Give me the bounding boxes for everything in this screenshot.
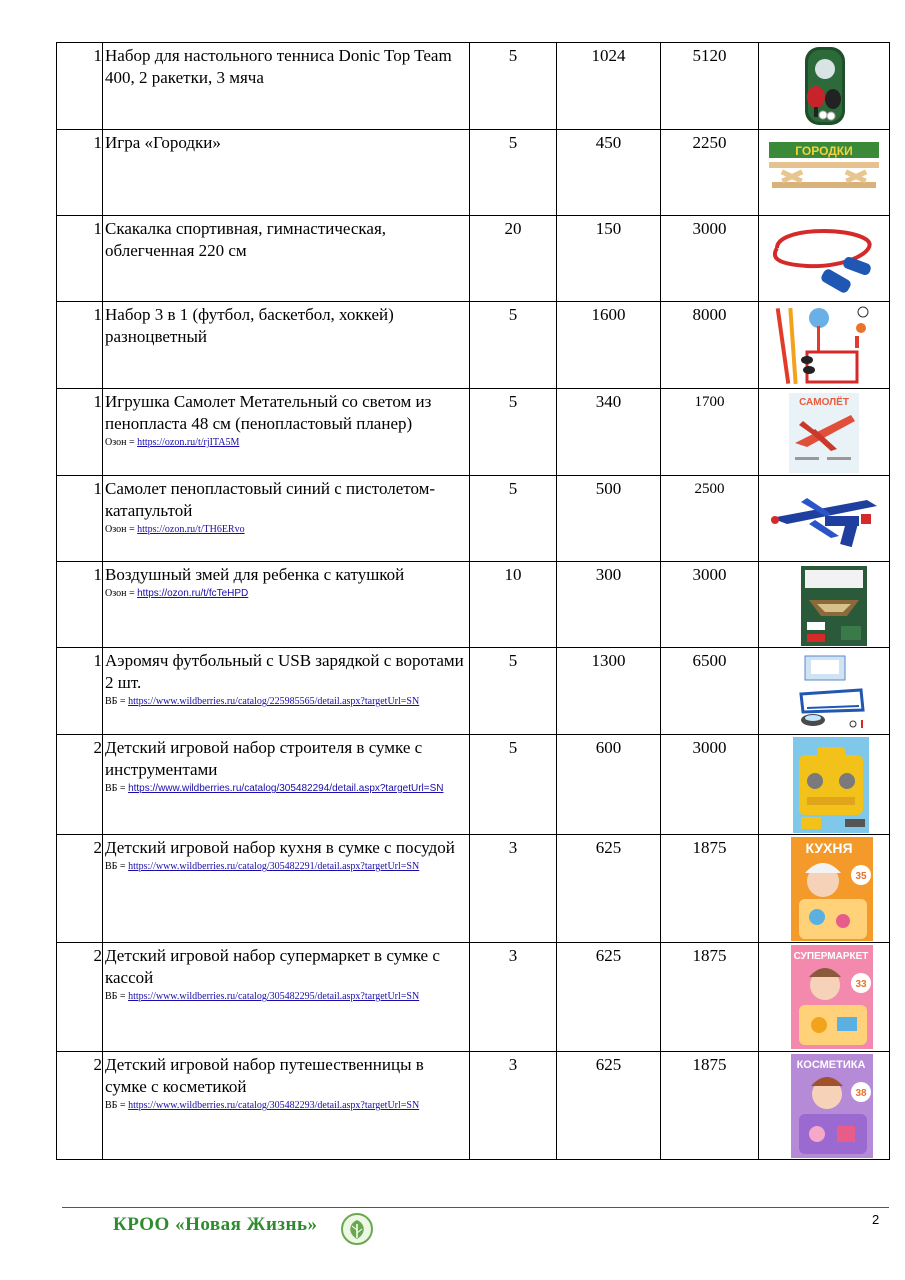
- kitchen-logo-text: КУХНЯ: [805, 840, 853, 856]
- row-number: 1: [57, 562, 103, 648]
- item-link-line: [105, 695, 467, 708]
- item-image-cell: [759, 562, 890, 648]
- footer-divider: [62, 1207, 889, 1208]
- item-name: Аэромяч футбольный с USB зарядкой с воротами 2 шт.: [105, 651, 464, 692]
- kitchen-set-icon: [767, 837, 881, 941]
- item-qty: 5: [470, 476, 557, 562]
- page-number: 2: [872, 1212, 880, 1227]
- item-qty: 5: [470, 43, 557, 130]
- item-name-cell: [103, 216, 470, 302]
- item-link[interactable]: https://www.wildberries.ru/catalog/305482294/detail.aspx?targetUrl=SN: [128, 783, 444, 794]
- row-number: 2: [57, 943, 103, 1052]
- item-qty: 5: [470, 389, 557, 476]
- builder-set-icon: [767, 737, 881, 833]
- item-link-line: [105, 1099, 467, 1112]
- item-qty: 3: [470, 835, 557, 943]
- item-sum: 1875: [661, 1052, 759, 1160]
- item-link-line: [105, 436, 467, 449]
- item-price: 1300: [557, 648, 661, 735]
- row-number: 1: [57, 130, 103, 216]
- item-link[interactable]: https://ozon.ru/t/fcTeHPD: [137, 588, 249, 599]
- item-link-line: [105, 990, 467, 1003]
- item-link-line: [105, 587, 467, 600]
- item-sum: 3000: [661, 562, 759, 648]
- item-link[interactable]: https://ozon.ru/t/TH6ERvo: [137, 524, 245, 535]
- item-link[interactable]: https://www.wildberries.ru/catalog/305482293/detail.aspx?targetUrl=SN: [128, 1100, 420, 1111]
- item-link[interactable]: https://ozon.ru/t/rjITA5M: [137, 437, 240, 448]
- table-row: [57, 130, 890, 216]
- sport-set-3in1-icon: [767, 304, 881, 386]
- item-qty: 5: [470, 735, 557, 835]
- item-price: 300: [557, 562, 661, 648]
- kite-icon: [767, 564, 881, 646]
- footer-organization: КРОО «Новая Жизнь»: [113, 1214, 318, 1235]
- item-qty: 3: [470, 943, 557, 1052]
- table-row: [57, 43, 890, 130]
- item-sum: 2500: [661, 476, 759, 562]
- row-number: 1: [57, 648, 103, 735]
- item-name-cell: [103, 476, 470, 562]
- row-number: 1: [57, 43, 103, 130]
- item-name: Детский игровой набор путешественницы в сумке с косметикой: [105, 1055, 424, 1096]
- table-row: [57, 216, 890, 302]
- item-price: 1024: [557, 43, 661, 130]
- item-price: 150: [557, 216, 661, 302]
- item-image-cell: [759, 216, 890, 302]
- item-link-line: [105, 860, 467, 873]
- item-name-cell: [103, 562, 470, 648]
- link-label: Озон =: [105, 437, 138, 448]
- item-sum: 3000: [661, 216, 759, 302]
- item-image-cell: [759, 130, 890, 216]
- row-number: 2: [57, 835, 103, 943]
- item-name: Детский игровой набор супермаркет в сумке с кассой: [105, 946, 440, 987]
- item-link-line: [105, 782, 467, 795]
- row-number: 1: [57, 302, 103, 389]
- supermarket-set-icon: [767, 945, 881, 1049]
- item-qty: 5: [470, 648, 557, 735]
- table-row: [57, 648, 890, 735]
- table-tennis-set-icon: [767, 45, 881, 127]
- item-link[interactable]: https://www.wildberries.ru/catalog/305482295/detail.aspx?targetUrl=SN: [128, 991, 420, 1002]
- table-row: [57, 562, 890, 648]
- link-label: Озон =: [105, 588, 138, 599]
- cosmetics-logo-text: КОСМЕТИКА: [796, 1059, 866, 1071]
- item-price: 500: [557, 476, 661, 562]
- cosmetics-set-icon: [767, 1054, 881, 1158]
- item-sum: 3000: [661, 735, 759, 835]
- item-qty: 3: [470, 1052, 557, 1160]
- item-sum: 5120: [661, 43, 759, 130]
- item-qty: 10: [470, 562, 557, 648]
- item-name-cell: [103, 43, 470, 130]
- cosmetics-count-badge: 38: [855, 1088, 867, 1099]
- glider-logo-text: САМОЛЁТ: [799, 397, 849, 408]
- row-number: 1: [57, 476, 103, 562]
- row-number: 2: [57, 1052, 103, 1160]
- item-name-cell: [103, 389, 470, 476]
- item-image-cell: [759, 943, 890, 1052]
- item-name: Детский игровой набор строителя в сумке с инструментами: [105, 738, 423, 779]
- item-image-cell: [759, 735, 890, 835]
- air-ball-goals-icon: [767, 650, 881, 732]
- item-name-cell: [103, 302, 470, 389]
- item-image-cell: [759, 389, 890, 476]
- link-label: ВБ =: [105, 696, 129, 707]
- item-name: Воздушный змей для ребенка с катушкой: [105, 565, 405, 584]
- item-name-cell: [103, 735, 470, 835]
- table-row: [57, 943, 890, 1052]
- item-image-cell: [759, 648, 890, 735]
- item-price: 450: [557, 130, 661, 216]
- table-row: [57, 835, 890, 943]
- item-link-line: [105, 523, 467, 536]
- link-label: ВБ =: [105, 1100, 129, 1111]
- leaf-logo-icon: [340, 1212, 374, 1246]
- item-price: 600: [557, 735, 661, 835]
- link-label: ВБ =: [105, 991, 129, 1002]
- item-image-cell: [759, 1052, 890, 1160]
- row-number: 1: [57, 389, 103, 476]
- supermarket-count-badge: 33: [855, 979, 867, 990]
- item-link[interactable]: https://www.wildberries.ru/catalog/305482291/detail.aspx?targetUrl=SN: [128, 861, 420, 872]
- item-sum: 1700: [661, 389, 759, 476]
- item-name: Набор 3 в 1 (футбол, баскетбол, хоккей) разноцветный: [105, 305, 394, 346]
- table-row: [57, 302, 890, 389]
- item-qty: 20: [470, 216, 557, 302]
- item-name: Детский игровой набор кухня в сумке с посудой: [105, 838, 455, 857]
- item-price: 625: [557, 1052, 661, 1160]
- item-sum: 2250: [661, 130, 759, 216]
- row-number: 1: [57, 216, 103, 302]
- table-row: [57, 389, 890, 476]
- link-label: ВБ =: [105, 861, 129, 872]
- item-name-cell: [103, 835, 470, 943]
- items-table: [56, 42, 890, 1160]
- item-name: Игра «Городки»: [105, 133, 221, 152]
- item-link[interactable]: https://www.wildberries.ru/catalog/225985565/detail.aspx?targetUrl=SN: [128, 696, 420, 707]
- gorodki-logo-text: ГОРОДКИ: [795, 144, 853, 158]
- item-name-cell: [103, 130, 470, 216]
- item-image-cell: [759, 43, 890, 130]
- foam-plane-launcher-icon: [767, 478, 881, 560]
- item-sum: 8000: [661, 302, 759, 389]
- link-label: Озон =: [105, 524, 138, 535]
- item-name-cell: [103, 1052, 470, 1160]
- row-number: 2: [57, 735, 103, 835]
- table-row: [57, 476, 890, 562]
- item-qty: 5: [470, 130, 557, 216]
- item-price: 625: [557, 835, 661, 943]
- item-sum: 1875: [661, 835, 759, 943]
- item-name-cell: [103, 648, 470, 735]
- item-price: 625: [557, 943, 661, 1052]
- item-price: 340: [557, 389, 661, 476]
- supermarket-logo-text: СУПЕРМАРКЕТ: [793, 951, 869, 962]
- item-sum: 1875: [661, 943, 759, 1052]
- gorodki-game-icon: [767, 132, 881, 214]
- table-row: [57, 1052, 890, 1160]
- kitchen-count-badge: 35: [855, 871, 867, 882]
- item-image-cell: [759, 835, 890, 943]
- item-name: Скакалка спортивная, гимнастическая, облегченная 220 см: [105, 219, 387, 260]
- table-row: [57, 735, 890, 835]
- foam-glider-icon: [767, 391, 881, 473]
- jump-rope-icon: [767, 218, 881, 300]
- item-name: Самолет пенопластовый синий с пистолетом-катапультой: [105, 479, 436, 520]
- item-name-cell: [103, 943, 470, 1052]
- item-price: 1600: [557, 302, 661, 389]
- item-qty: 5: [470, 302, 557, 389]
- item-image-cell: [759, 302, 890, 389]
- item-name: Игрушка Самолет Метательный со светом из пенопласта 48 см (пенопластовый планер): [105, 392, 432, 433]
- item-sum: 6500: [661, 648, 759, 735]
- item-image-cell: [759, 476, 890, 562]
- item-name: Набор для настольного тенниса Donic Top Team 400, 2 ракетки, 3 мяча: [105, 46, 452, 87]
- link-label: ВБ =: [105, 783, 129, 794]
